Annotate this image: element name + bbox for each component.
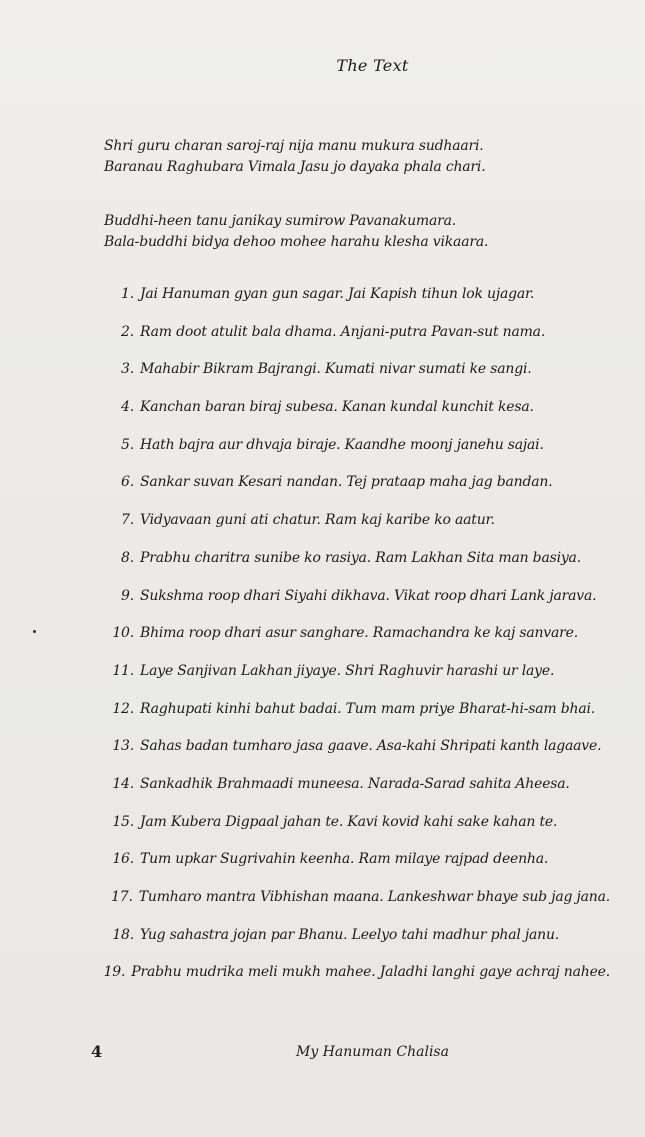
verse-number: 12. xyxy=(112,700,134,717)
verse-text: Jai Hanuman gyan gun sagar. Jai Kapish tihun lok ujagar. xyxy=(140,286,535,302)
doha-line: Bala-buddhi bidya dehoo mohee harahu klesha vikaara. xyxy=(104,234,489,250)
verse-text: Kanchan baran biraj subesa. Kanan kundal kunchit kesa. xyxy=(140,399,534,416)
verse-number: 1. xyxy=(121,286,134,302)
invocation-doha-2 xyxy=(104,211,488,253)
verse-number: 7. xyxy=(121,512,134,529)
verse-number: 15. xyxy=(112,813,134,830)
verse-text: Laye Sanjivan Lakhan jiyaye. Shri Raghuvir harashi ur laye. xyxy=(140,662,555,679)
verse-number: 16. xyxy=(112,851,134,868)
doha-line: Baranau Raghubara Vimala Jasu jo dayaka phala chari. xyxy=(104,159,486,175)
verse-text: Sankadhik Brahmaadi muneesa. Narada-Sarad sahita Aheesa. xyxy=(140,775,570,792)
verse-text: Prabhu mudrika meli mukh mahee. Jaladhi langhi gaye achraj nahee. xyxy=(131,964,610,981)
verse-item xyxy=(100,701,610,739)
verse-item xyxy=(100,776,610,814)
verse-text: Ram doot atulit bala dhama. Anjani-putra Pavan-sut nama. xyxy=(140,323,546,340)
verse-item xyxy=(100,663,610,701)
footer-book-title: My Hanuman Chalisa xyxy=(296,1044,449,1060)
verse-item xyxy=(100,625,610,663)
verse-item xyxy=(100,286,610,324)
verse-text: Prabhu charitra sunibe ko rasiya. Ram Lakhan Sita man basiya. xyxy=(140,549,581,566)
verse-number: 14. xyxy=(112,775,134,792)
verse-text: Sankar suvan Kesari nandan. Tej prataap maha jag bandan. xyxy=(140,474,553,491)
verse-text: Sukshma roop dhari Siyahi dikhava. Vikat roop dhari Lank jarava. xyxy=(140,587,597,604)
page-header-title: The Text xyxy=(336,56,409,75)
verse-list xyxy=(100,286,610,1002)
page-number: 4 xyxy=(91,1042,103,1061)
verse-item xyxy=(100,814,610,852)
verse-number: 6. xyxy=(121,474,134,491)
verse-number: 17. xyxy=(111,889,133,905)
verse-item xyxy=(100,588,610,626)
verse-text: Mahabir Bikram Bajrangi. Kumati nivar sumati ke sangi. xyxy=(140,361,532,378)
verse-item xyxy=(100,361,610,399)
verse-number: 4. xyxy=(121,399,134,416)
verse-number: 8. xyxy=(121,549,134,566)
verse-number: 5. xyxy=(121,436,134,453)
verse-number: 13. xyxy=(112,738,134,755)
verse-number: 3. xyxy=(121,361,134,378)
doha-line: Shri guru charan saroj-raj nija manu mukura sudhaari. xyxy=(104,138,484,154)
verse-text: Yug sahastra jojan par Bhanu. Leelyo tahi madhur phal janu. xyxy=(140,926,560,943)
verse-number: 11. xyxy=(112,662,134,679)
verse-item xyxy=(100,512,610,550)
verse-item xyxy=(100,550,610,588)
verse-item xyxy=(100,437,610,475)
doha-line: Buddhi-heen tanu janikay sumirow Pavanakumara. xyxy=(104,213,457,229)
verse-number: 2. xyxy=(121,323,134,340)
verse-item xyxy=(100,399,610,437)
verse-text: Raghupati kinhi bahut badai. Tum mam priye Bharat-hi-sam bhai. xyxy=(140,700,595,717)
verse-item xyxy=(100,964,610,1002)
verse-text: Tumharo mantra Vibhishan maana. Lankeshwar bhaye sub jag jana. xyxy=(138,889,610,905)
verse-number: 9. xyxy=(121,587,134,604)
verse-text: Sahas badan tumharo jasa gaave. Asa-kahi Shripati kanth lagaave. xyxy=(140,738,602,755)
verse-text: Tum upkar Sugrivahin keenha. Ram milaye rajpad deenha. xyxy=(140,851,549,868)
verse-text: Vidyavaan guni ati chatur. Ram kaj karibe ko aatur. xyxy=(140,512,495,529)
verse-item xyxy=(100,927,610,965)
verse-item xyxy=(100,738,610,776)
verse-text: Hath bajra aur dhvaja biraje. Kaandhe moonj janehu sajai. xyxy=(140,436,544,453)
verse-item xyxy=(100,851,610,889)
ink-speck xyxy=(33,630,36,633)
verse-number: 10. xyxy=(112,625,134,642)
verse-number: 19. xyxy=(103,964,126,981)
verse-text: Jam Kubera Digpaal jahan te. Kavi kovid kahi sake kahan te. xyxy=(140,813,558,830)
verse-item xyxy=(100,889,610,927)
verse-text: Bhima roop dhari asur sanghare. Ramachandra ke kaj sanvare. xyxy=(140,625,578,642)
verse-item xyxy=(100,324,610,362)
verse-number: 18. xyxy=(112,926,134,943)
invocation-doha-1 xyxy=(104,136,485,178)
verse-item xyxy=(100,474,610,512)
